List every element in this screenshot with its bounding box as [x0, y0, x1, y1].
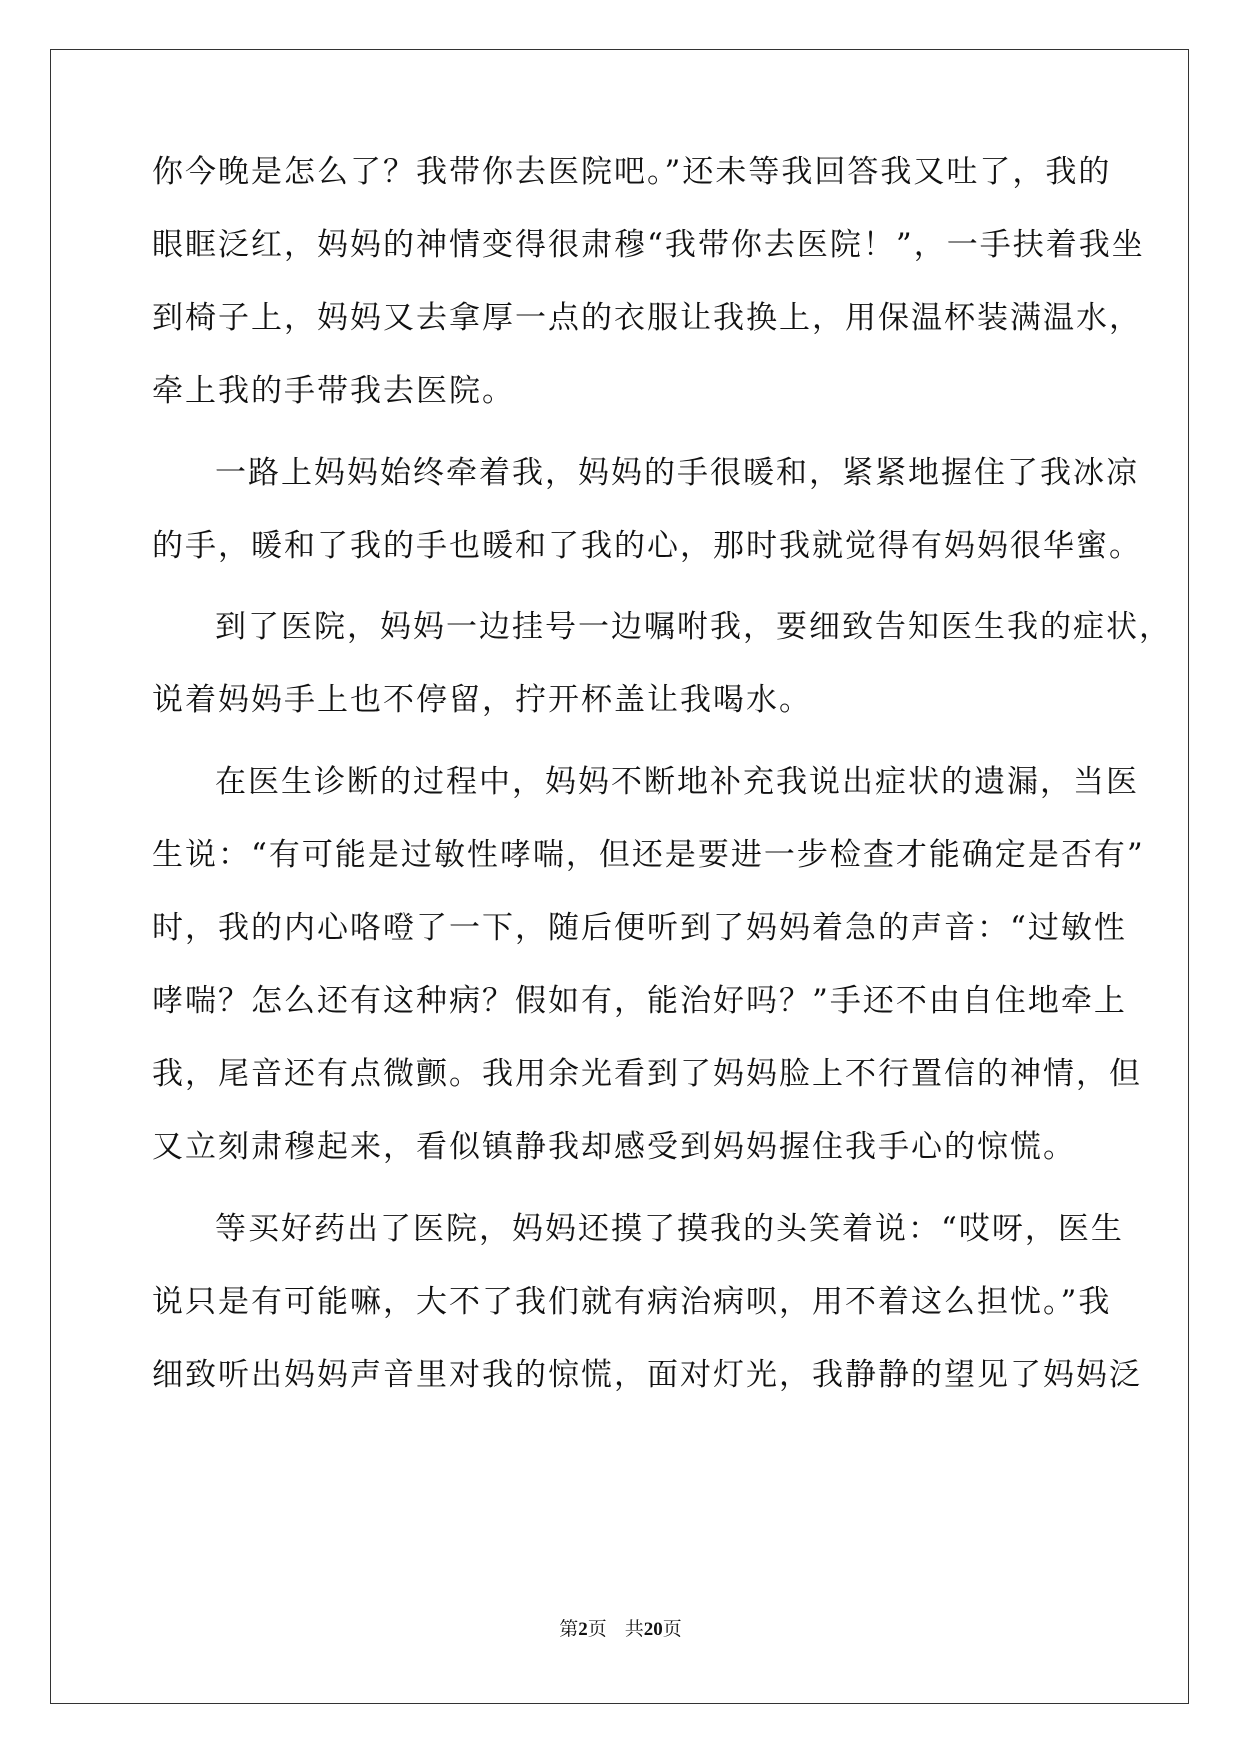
text-line: 你今晚是怎么了？我带你去医院吧。”还未等我回答我又吐了，我的 — [152, 154, 1112, 190]
paragraph-start-line: 在医生诊断的过程中，妈妈不断地补充我说出症状的遗漏，当医 — [215, 764, 1139, 800]
text-line: 时，我的内心咯噔了一下，随后便听到了妈妈着急的声音：“过敏性 — [152, 910, 1127, 946]
text-line: 牵上我的手带我去医院。 — [152, 373, 515, 409]
text-line: 哮喘？怎么还有这种病？假如有，能治好吗？”手还不由自住地牵上 — [152, 983, 1127, 1019]
page-number: 2 — [578, 1619, 588, 1640]
total-pages: 20 — [643, 1619, 663, 1640]
text-line: 眼眶泛红，妈妈的神情变得很肃穆“我带你去医院！”，一手扶着我坐 — [152, 227, 1145, 263]
total-suffix: 页 — [662, 1619, 682, 1640]
total-prefix: 共 — [624, 1619, 644, 1640]
text-line: 到椅子上，妈妈又去拿厚一点的衣服让我换上，用保温杯装满温水， — [152, 300, 1142, 336]
text-line: 说着妈妈手上也不停留，拧开杯盖让我喝水。 — [152, 682, 812, 718]
text-line: 我，尾音还有点微颤。我用余光看到了妈妈脸上不行置信的神情，但 — [152, 1056, 1142, 1092]
text-line: 细致听出妈妈声音里对我的惊慌，面对灯光，我静静的望见了妈妈泛 — [152, 1357, 1142, 1393]
text-line: 又立刻肃穆起来，看似镇静我却感受到妈妈握住我手心的惊慌。 — [152, 1129, 1076, 1165]
paragraph-start-line: 一路上妈妈始终牵着我，妈妈的手很暖和，紧紧地握住了我冰凉 — [215, 455, 1139, 491]
paragraph-start-line: 到了医院，妈妈一边挂号一边嘱咐我，要细致告知医生我的症状， — [215, 609, 1172, 645]
text-line: 的手，暖和了我的手也暖和了我的心，那时我就觉得有妈妈很华蜜。 — [152, 528, 1142, 564]
paragraph-start-line: 等买好药出了医院，妈妈还摸了摸我的头笑着说：“哎呀，医生 — [215, 1211, 1124, 1247]
text-line: 生说：“有可能是过敏性哮喘，但还是要进一步检查才能确定是否有” — [152, 837, 1145, 873]
page-footer — [0, 1618, 1241, 1642]
page-prefix: 第 — [559, 1619, 579, 1640]
text-line: 说只是有可能嘛，大不了我们就有病治病呗，用不着这么担忧。”我 — [152, 1284, 1112, 1320]
page-suffix: 页 — [587, 1619, 607, 1640]
